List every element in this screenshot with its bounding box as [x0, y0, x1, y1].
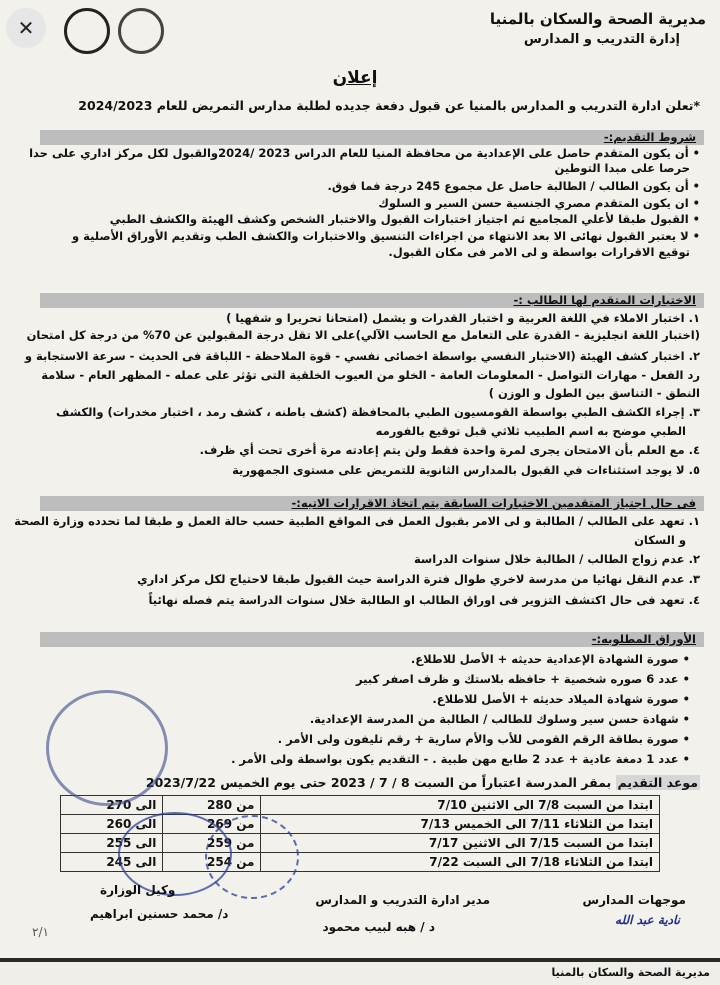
schedule-to-cell: الى 245 — [61, 853, 163, 872]
papers-heading: الأوراق المطلوبه:- — [40, 632, 704, 647]
signature-name-left: د/ محمد حسنين ابراهيم — [90, 907, 229, 921]
exams-item: ٣. إجراء الكشف الطبي بواسطة القومسيون الطبي بالمحافظة (كشف باطنه ، كشف رمد ، اختبار مخدرات) والكشف — [56, 405, 700, 419]
exams-item: الطبي موضح به اسم الطبيب ثلاثي قبل توقيع بالفورمه — [375, 424, 686, 438]
papers-item: • صورة الشهادة الإعدادية حديثه + الأصل للاطلاع. — [410, 652, 690, 666]
table-row — [61, 796, 660, 815]
next-page-header: مديرية الصحة والسكان بالمنيا — [551, 966, 710, 979]
schedule-date-cell: ابتدا من السبت 7/8 الى الاثنين 7/10 — [261, 796, 660, 815]
conditions-item: توقيع الاقرارات بواسطة و لى الامر فى مكان القبول. — [388, 245, 690, 259]
header-directorate: مديرية الصحة والسكان بالمنيا — [489, 10, 706, 28]
signature-title-left: وكيل الوزارة — [100, 883, 176, 897]
signature-name-middle: د / هبه لبيب محمود — [322, 920, 435, 934]
pledges-item: ٤. تعهد فى حال اكتشف التزوير فى اوراق الطالب او الطالبة خلال سنوات الدراسة يتم فصله نهائياً — [148, 593, 700, 607]
papers-item: • شهادة حسن سير وسلوك للطالب / الطالبة من المدرسة الإعدادية. — [309, 712, 690, 726]
exams-item: ٢. اختبار كشف الهيئة (الاختبار النفسي بواسطة اخصائى نفسي - قوة الملاحظة - اللباقة فى الحديث - سرعة الاستجابة و — [24, 349, 700, 363]
conditions-item: • لا يعتبر القبول نهائى الا بعد الانتهاء من اجراءات التنسيق والاختبارات والكشف الطب وتقديم الأوراق الأصلية و — [71, 229, 700, 243]
pledges-heading: فى حال اجتياز المتقدمين الاختبارات السابقة يتم اتخاذ الاقرارات الاتيه:- — [40, 496, 704, 511]
schedule-heading: موعد التقديم — [617, 775, 698, 790]
next-page-strip — [0, 962, 720, 985]
conditions-item: • ان يكون المتقدم مصري الجنسية حسن السير و السلوك — [378, 196, 700, 210]
pledges-item: ٢. عدم زواج الطالب / الطالبة خلال سنوات الدراسة — [413, 552, 700, 566]
exams-heading: الاختبارات المتقدم لها الطالب :- — [40, 293, 704, 308]
directorate-logo — [118, 8, 164, 54]
header-department: إدارة التدريب و المدارس — [523, 32, 680, 47]
page-title: إعلان — [332, 68, 378, 88]
exams-item: (اختبار اللغة انجليزية - القدرة على التعامل مع الحاسب الآلي)على الا تقل درجة المقبولين عن 70% من درجة كل امتحان — [26, 328, 700, 342]
schedule-text: بمقر المدرسة اعتباراً من السبت 8 / 7 / 2023 حتى يوم الخميس 2023/7/22 — [145, 775, 612, 790]
exams-item: رد الفعل - مهارات التواصل - المعلومات العامة - الخلو من العيوب الخلقية التى تؤثر على عمله - المظهر العام - سلامة — [41, 368, 700, 382]
papers-item: • صورة شهادة الميلاد حديثه + الأصل للاطلاع. — [432, 692, 690, 706]
pledges-item: ٣. عدم النقل نهائيا من مدرسة لاخري طوال فترة الدراسة حيث القبول طبقا لاحتياج لكل مركز اداري — [137, 572, 700, 586]
exams-item: ١. اختبار الاملاء في اللغة العربية و اختبار القدرات و يشمل (امتحانا تحريرا و شفهيا ) — [226, 311, 700, 325]
conditions-item: • أن يكون المتقدم حاصل على الإعدادية من محافظة المنيا للعام الدراس 2023 /2024والقبول لكل مركز اداري على حدا — [29, 146, 700, 160]
exams-item: ٤. مع العلم بأن الامتحان يجرى لمرة واحدة فقط ولن يتم إعادته مرة أخرى تحت أي ظرف. — [199, 443, 700, 457]
papers-item: • عدد 6 صوره شخصية + حافظه بلاستك و ظرف اصفر كبير — [355, 672, 690, 686]
exams-item: ٥. لا يوجد استثناءات في القبول بالمدارس الثانوية للتمريض على مستوى الجمهورية — [232, 463, 700, 477]
page-number: ٢/١ — [32, 925, 49, 939]
schedule-to-cell: الى 260 — [61, 815, 163, 834]
ink-stamp — [205, 815, 299, 899]
ministry-logo — [64, 8, 110, 54]
pledges-item: و السكان — [634, 533, 686, 547]
schedule-from-cell: من 254 — [163, 853, 261, 872]
papers-item: • صورة بطاقة الرقم القومى للأب والأم سارية + رقم تليفون ولى الأمر . — [277, 732, 690, 746]
conditions-item: • أن يكون الطالب / الطالبة حاصل عل مجموع 245 درجة فما فوق. — [327, 179, 700, 193]
exams-item: النطق - التناسق بين الطول و الوزن ) — [488, 386, 700, 400]
schedule-from-cell: من 280 — [163, 796, 261, 815]
pledges-item: ١. تعهد على الطالب / الطالبة و لى الامر بقبول العمل فى المواقع الطبية حسب حالة العمل و طبقا لما تحدده وزارة الصحة — [14, 514, 700, 528]
schedule-date-cell: ابتدا من الثلاثاء 7/18 الى السبت 7/22 — [261, 853, 660, 872]
schedule-date-cell: ابتدا من الثلاثاء 7/11 الى الخميس 7/13 — [261, 815, 660, 834]
official-seal — [46, 690, 168, 806]
conditions-item: • القبول طبقا لأعلي المجاميع ثم اجتياز اختبارات القبول والاختبار الشخص وكشف الهيئة والكشف الطبي — [109, 212, 700, 226]
schedule-date-cell: ابتدا من السبت 7/15 الى الاثنين 7/17 — [261, 834, 660, 853]
signature-title-right: موجهات المدارس — [582, 893, 686, 907]
intro-text: *تعلن ادارة التدريب و المدارس بالمنيا عن قبول دفعة جديده لطلبة مدارس التمريض للعام 2024/2023 — [78, 98, 700, 113]
schedule-from-cell: من 269 — [163, 815, 261, 834]
conditions-heading: شروط التقديم:- — [40, 130, 704, 145]
conditions-item: حرصا على مبدا التوطين — [554, 161, 690, 175]
signature-title-middle: مدير ادارة التدريب و المدارس — [315, 893, 490, 907]
papers-item: • عدد 1 دمغة عادية + عدد 2 طابع مهن طبية . - التقديم يكون بواسطة ولى الأمر . — [231, 752, 690, 766]
close-icon[interactable]: ✕ — [6, 8, 46, 48]
schedule-to-cell: الى 270 — [61, 796, 163, 815]
signature-name-right: نادية عبد الله — [615, 913, 680, 927]
schedule-from-cell: من 259 — [163, 834, 261, 853]
schedule-to-cell: الى 255 — [61, 834, 163, 853]
